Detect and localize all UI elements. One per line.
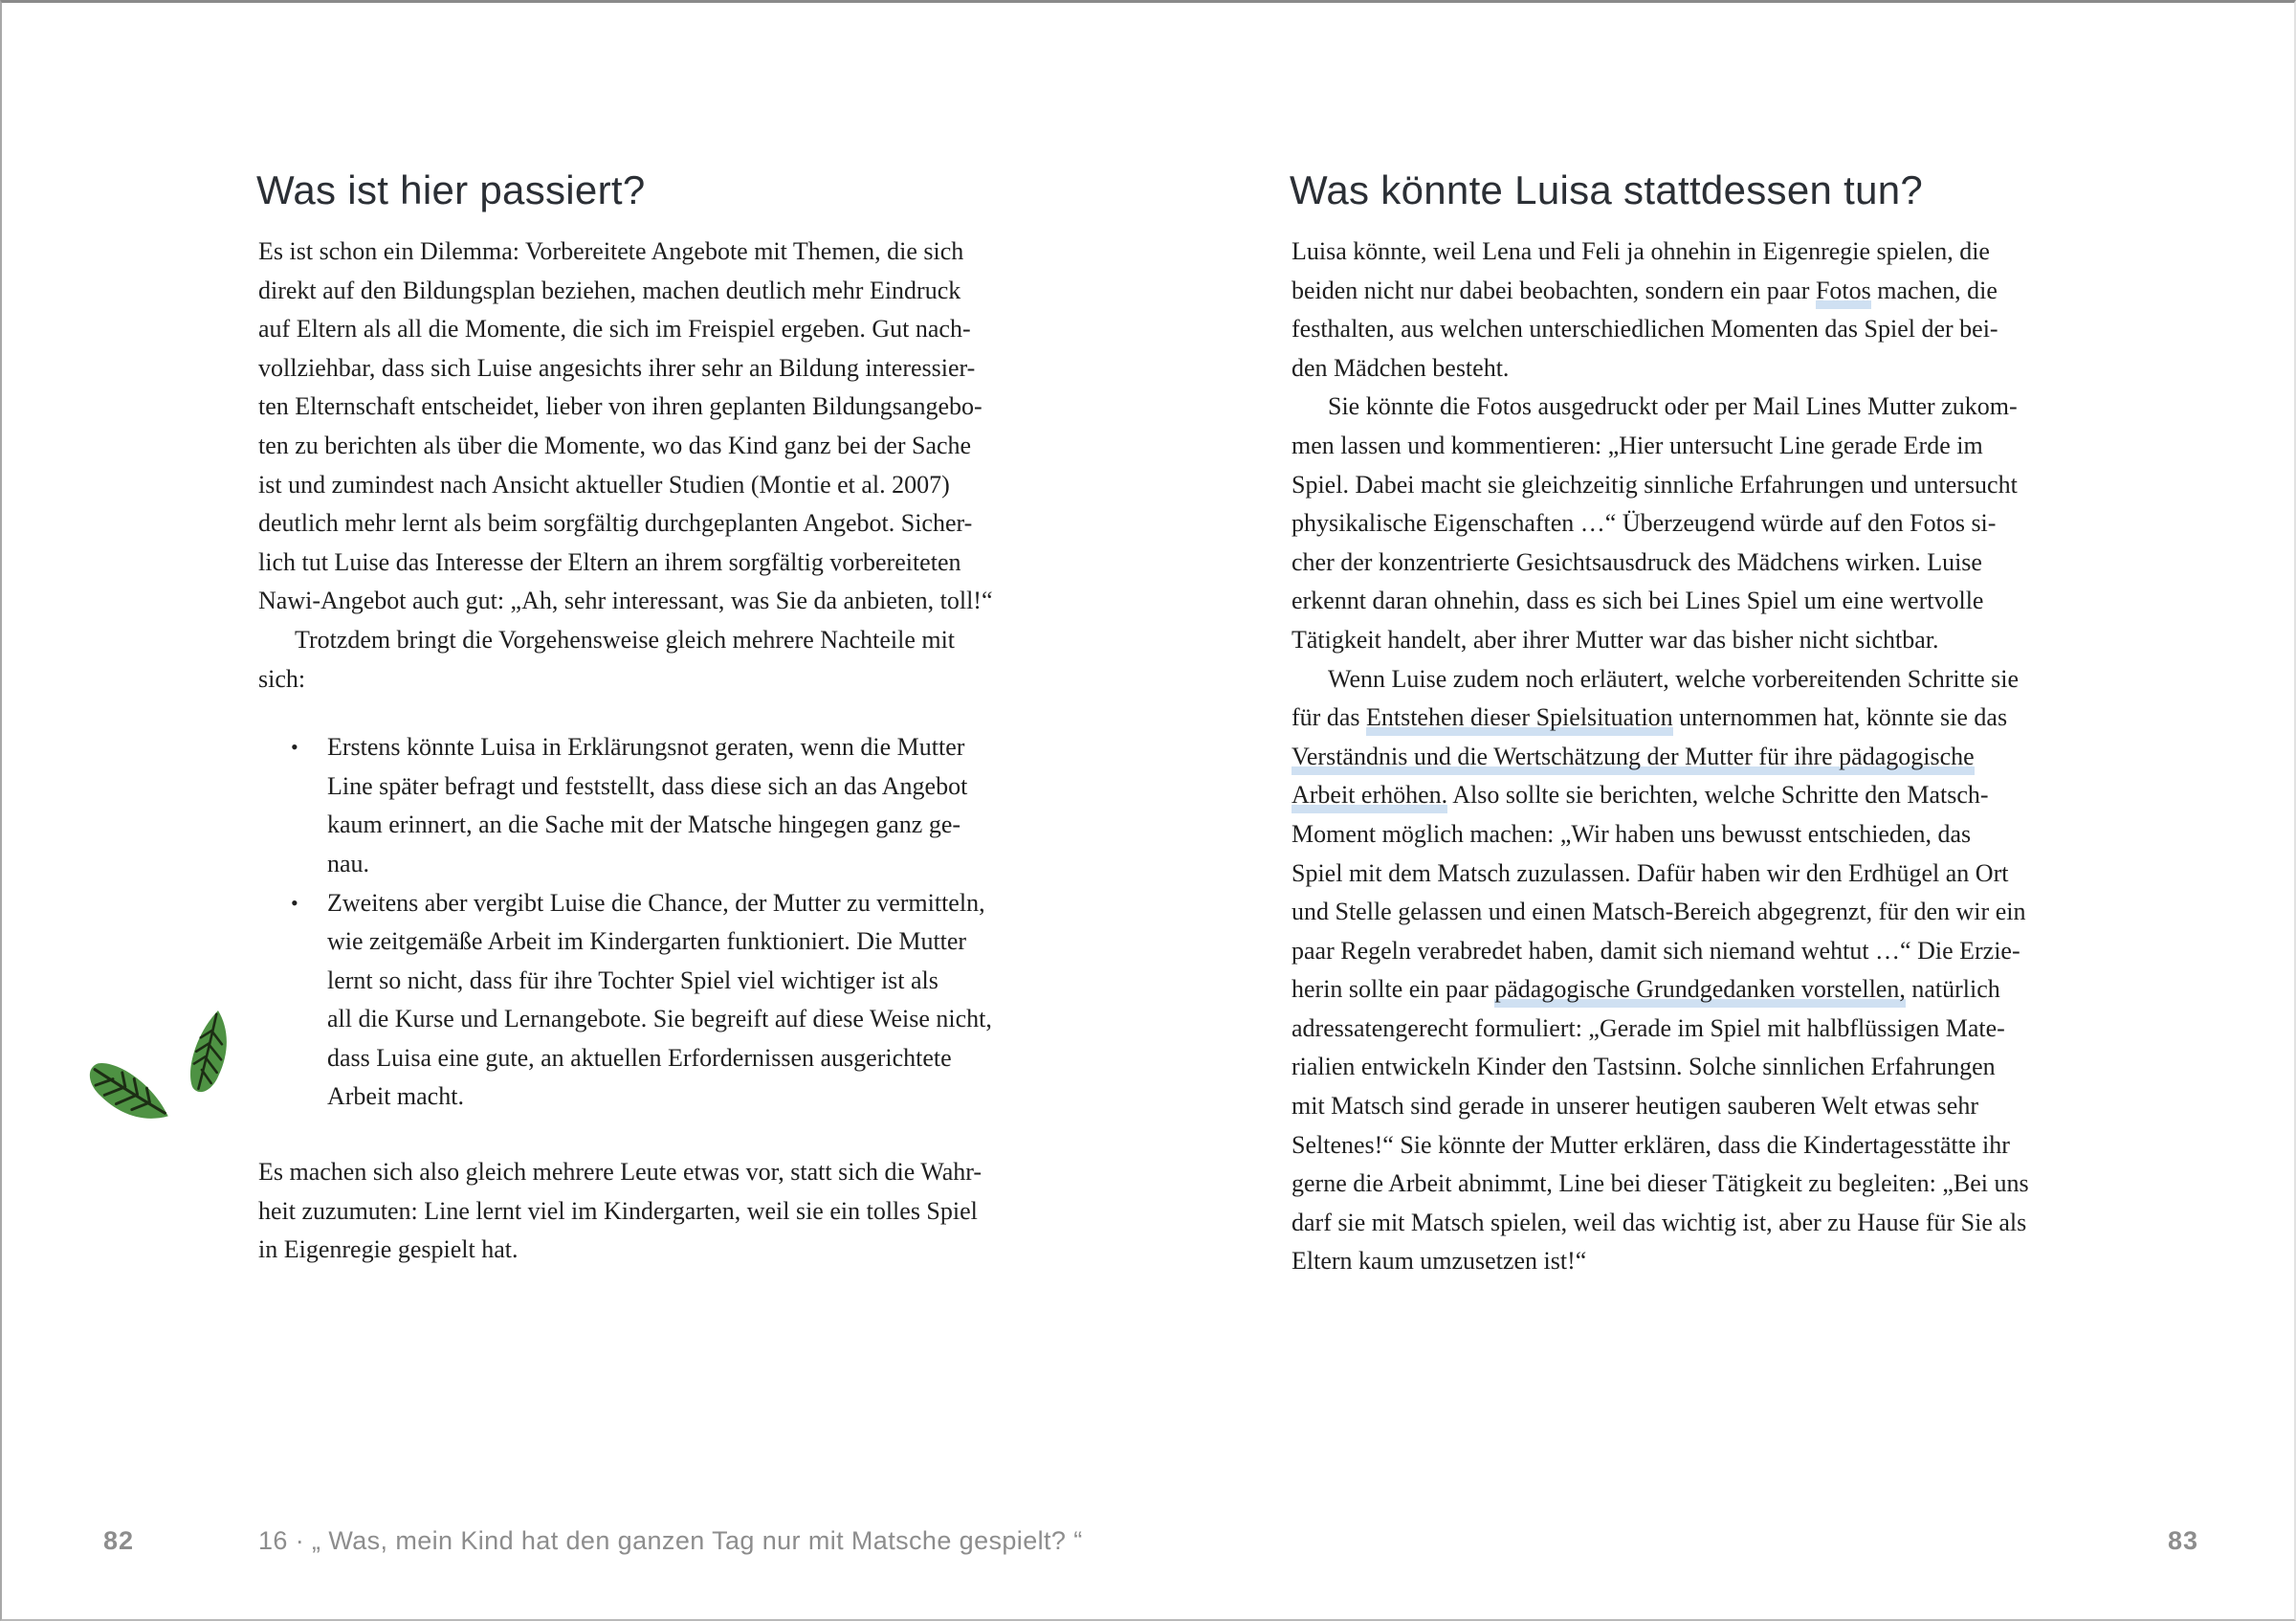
text-line [1292,349,2070,389]
text-line [327,806,1037,845]
text-segment: mit Matsch sind gerade in unserer heutigen sauberen Welt etwas sehr [1292,1092,1978,1121]
text-segment: Line später befragt und feststellt, dass diese sich an das Angebot [327,771,968,800]
highlighted-text: Fotos [1816,277,1871,309]
right-page-heading: Was könnte Luisa stattdessen tun? [1290,167,1924,213]
text-line [1292,1087,2070,1126]
text-segment: in Eigenregie gespielt hat. [258,1235,519,1264]
text-segment: Es ist schon ein Dilemma: Vorbereitete Angebote mit Themen, die sich [258,237,964,265]
text-segment: beiden nicht nur dabei beobachten, sondern ein paar [1292,276,1816,304]
highlighted-text: Entstehen dieser Spielsituation [1366,703,1673,736]
text-segment: Eltern kaum umzusetzen ist!“ [1292,1247,1587,1276]
text-line [1292,738,2070,777]
text-line [1292,1048,2070,1087]
leaf-icon [187,1008,232,1096]
text-line [1292,582,2070,621]
bullet-glyph: • [291,735,298,760]
leaf-icon [80,1056,178,1132]
text-line [1292,1242,2070,1281]
paragraph [1292,388,2070,659]
text-segment: und Stelle gelassen und einen Matsch-Bereich abgegrenzt, für den wir ein [1292,898,2026,926]
text-line [258,427,1037,466]
text-line [1292,466,2070,505]
text-line [1292,699,2070,738]
text-segment: deutlich mehr lernt als beim sorgfältig durchgeplanten Angebot. Sicher- [258,509,973,538]
text-segment: für das [1292,703,1366,732]
text-segment: Luisa könnte, weil Lena und Feli ja ohnehin in Eigenregie spielen, die [1292,237,1990,265]
text-line [1292,660,2070,699]
text-segment: nau. [327,849,370,877]
text-line [327,1039,1037,1078]
text-line [1292,233,2070,272]
text-segment: lernt so nicht, dass für ihre Tochter Spiel viel wichtiger ist als [327,966,938,994]
leaves-illustration [74,1000,255,1153]
text-line [327,884,1037,923]
text-line [1292,388,2070,427]
text-segment: Also sollte sie berichten, welche Schritte den Matsch- [1447,781,1989,810]
text-line [327,767,1037,807]
text-segment: paar Regeln verabredet haben, damit sich niemand wehtut …“ Die Erzie- [1292,936,2020,965]
page-number-right: 83 [2168,1526,2199,1555]
text-line [327,1077,1037,1117]
text-line [258,310,1037,349]
paragraph [258,233,1037,621]
text-line [1292,544,2070,583]
text-line [1292,310,2070,349]
text-segment: adressatengerecht formuliert: „Gerade im Spiel mit halbflüssigen Mate- [1292,1013,2005,1042]
text-segment: vollziehbar, dass sich Luise angesichts ihrer sehr an Bildung interessier- [258,353,976,382]
text-segment: Arbeit macht. [327,1082,464,1111]
text-segment: men lassen und kommentieren: „Hier untersucht Line gerade Erde im [1292,431,1983,459]
text-line [1292,776,2070,815]
text-segment: lich tut Luise das Interesse der Eltern an ihrem sorgfältig vorbereiteten [258,547,961,576]
paragraph [258,621,1037,699]
text-line [258,1192,1037,1232]
bullet-text [327,728,1037,883]
page-number-left: 82 [103,1526,135,1555]
text-segment: natürlich [1905,975,2000,1004]
paragraph [1292,233,2070,388]
text-segment: machen, die [1870,276,1998,304]
text-segment: ten zu berichten als über die Momente, wo das Kind ganz bei der Sache [258,431,972,459]
right-page-body [1292,233,2070,1281]
text-segment: rialien entwickeln Kinder den Tastsinn. Solche sinnlichen Erfahrungen [1292,1053,1996,1081]
highlighted-text: pädagogische Grundgedanken vorstellen, [1494,975,1906,1008]
text-segment: direkt auf den Bildungsplan beziehen, machen deutlich mehr Eindruck [258,276,961,304]
text-segment: Erstens könnte Luisa in Erklärungsnot geraten, wenn die Mutter [327,733,965,762]
text-segment: Seltenes!“ Sie könnte der Mutter erklären, dass die Kindertagesstätte ihr [1292,1130,2010,1159]
text-line [1292,1204,2070,1243]
chapter-footer: 16 · „ Was, mein Kind hat den ganzen Tag nur mit Matsche gespielt? “ [258,1526,1083,1555]
text-segment: erkennt daran ohnehin, dass es sich bei Lines Spiel um eine wertvolle [1292,587,1984,615]
text-segment: Zweitens aber vergibt Luise die Chance, der Mutter zu vermitteln, [327,888,985,917]
text-line [258,504,1037,544]
text-line [327,922,1037,962]
text-segment: physikalische Eigenschaften …“ Überzeugend würde auf den Fotos si- [1292,509,1997,538]
text-segment: dass Luisa eine gute, an aktuellen Erfordernissen ausgerichtete [327,1043,952,1072]
text-line [258,1231,1037,1270]
text-segment: Trotzdem bringt die Vorgehensweise gleich mehrere Nachteile mit [295,625,956,654]
text-line [1292,970,2070,1010]
text-segment: wie zeitgemäße Arbeit im Kindergarten funktioniert. Die Mutter [327,927,967,956]
text-segment: unternommen hat, könnte sie das [1672,703,2008,732]
text-line [327,1000,1037,1039]
paragraph-gap [258,699,1037,728]
text-line [327,845,1037,884]
text-segment: Nawi-Angebot auch gut: „Ah, sehr interessant, was Sie da anbieten, toll!“ [258,587,993,615]
bullet-item [258,884,1037,1118]
text-line [258,582,1037,621]
text-segment: Tätigkeit handelt, aber ihrer Mutter war das bisher nicht sichtbar. [1292,625,1939,654]
text-line [1292,621,2070,660]
text-line [258,272,1037,311]
text-segment: Wenn Luise zudem noch erläutert, welche vorbereitenden Schritte sie [1328,664,2020,693]
text-segment: Sie könnte die Fotos ausgedruckt oder per Mail Lines Mutter zukom- [1328,392,2018,421]
text-line [258,349,1037,389]
text-segment: ten Elternschaft entscheidet, lieber von ihren geplanten Bildungsangebo- [258,392,982,421]
text-line [1292,893,2070,932]
left-page-heading: Was ist hier passiert? [256,167,646,213]
text-segment: festhalten, aus welchen unterschiedlichen Momenten das Spiel der bei- [1292,315,1998,344]
text-line [327,728,1037,767]
text-segment: Moment möglich machen: „Wir haben uns bewusst entschieden, das [1292,819,1972,848]
text-line [1292,272,2070,311]
text-segment: Spiel mit dem Matsch zuzulassen. Dafür haben wir den Erdhügel an Ort [1292,858,2009,887]
text-segment: Es machen sich also gleich mehrere Leute etwas vor, statt sich die Wahr- [258,1158,982,1187]
text-segment: kaum erinnert, an die Sache mit der Matsche hingegen ganz ge- [327,810,961,839]
left-page-body [258,233,1037,1270]
bullet-text [327,884,1037,1118]
text-segment: darf sie mit Matsch spielen, weil das wichtig ist, aber zu Hause für Sie als [1292,1208,2027,1236]
text-line [1292,855,2070,894]
text-line [258,1153,1037,1192]
paragraph [1292,660,2070,1282]
text-segment: gerne die Arbeit abnimmt, Line bei dieser Tätigkeit zu begleiten: „Bei uns [1292,1169,2029,1198]
text-line [258,660,1037,699]
text-segment: all die Kurse und Lernangebote. Sie begreift auf diese Weise nicht, [327,1005,992,1033]
text-line [258,466,1037,505]
text-line [258,388,1037,427]
text-line [327,962,1037,1001]
text-line [258,544,1037,583]
text-line [258,621,1037,660]
text-segment: sich: [258,664,306,693]
text-segment: den Mädchen besteht. [1292,353,1510,382]
text-segment: herin sollte ein paar [1292,975,1495,1004]
text-segment: auf Eltern als all die Momente, die sich im Freispiel ergeben. Gut nach- [258,315,971,344]
text-line [1292,1010,2070,1049]
highlighted-text: Arbeit erhöhen. [1292,781,1447,813]
paragraph-gap [258,1117,1037,1153]
bullet-glyph: • [291,890,298,915]
text-line [1292,815,2070,855]
paragraph [258,1153,1037,1270]
text-segment: heit zuzumuten: Line lernt viel im Kindergarten, weil sie ein tolles Spiel [258,1196,978,1225]
text-line [1292,427,2070,466]
bullet-item [258,728,1037,883]
text-segment: ist und zumindest nach Ansicht aktueller Studien (Montie et al. 2007) [258,470,950,499]
text-segment: Spiel. Dabei macht sie gleichzeitig sinnliche Erfahrungen und untersucht [1292,470,2018,499]
text-line [1292,504,2070,544]
text-line [1292,932,2070,971]
text-line [1292,1165,2070,1204]
text-line [258,233,1037,272]
text-line [1292,1126,2070,1166]
text-segment: cher der konzentrierte Gesichtsausdruck des Mädchens wirken. Luise [1292,547,1982,576]
highlighted-text: Verständnis und die Wertschätzung der Mutter für ihre pädagogische [1292,743,1975,775]
